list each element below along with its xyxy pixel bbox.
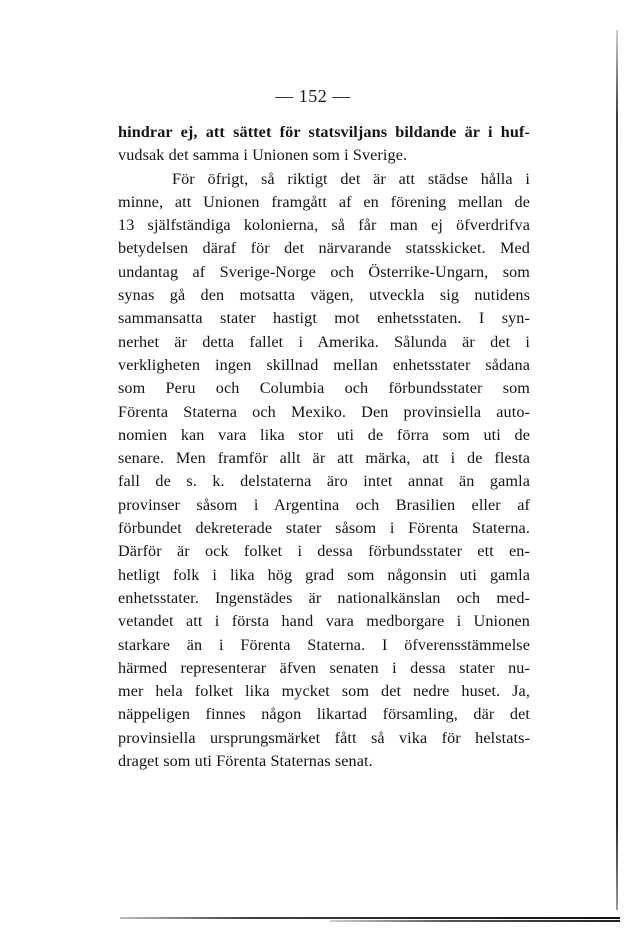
text-line: provinsiella ursprungsmärket fått så vika för helstats-	[118, 728, 530, 747]
text-line: synas gå den motsatta vägen, utveckla sig nutidens	[118, 286, 530, 305]
text-line: verkligheten ingen skillnad mellan enhetsstater sådana	[118, 355, 530, 374]
text-line: undantag af Sverige-Norge och Österrike-Ungarn, som	[118, 262, 530, 281]
text-line: draget som uti Förenta Staternas senat.	[118, 752, 373, 771]
text-line: härmed representerar äfven senaten i dessa stater nu-	[118, 658, 530, 677]
text-line: nerhet är detta fallet i Amerika. Sålunda är det i	[118, 332, 530, 351]
text-line: som Peru och Columbia och förbundsstater som	[118, 379, 530, 398]
text-line: fall de s. k. delstaterna äro intet annat än gamla	[118, 472, 530, 491]
text-line: provinser såsom i Argentina och Brasilien eller af	[118, 495, 530, 514]
text-line: senare. Men framför allt är att märka, att i de flesta	[118, 449, 530, 468]
text-line: vetandet att i första hand vara medborgare i Unionen	[118, 612, 530, 631]
text-line: enhetsstater. Ingenstädes är nationalkänslan och med-	[118, 588, 530, 607]
page-number: — 152 —	[275, 86, 351, 106]
text-line: sammansatta stater hastigt mot enhetsstaten. I syn-	[118, 309, 530, 328]
text-line: näppeligen finnes någon likartad församling, där det	[118, 705, 530, 724]
body-text	[118, 121, 530, 773]
text-line: mer hela folket lika mycket som det nedre huset. Ja,	[118, 682, 530, 701]
text-line: vudsak det samma i Unionen som i Sverige.	[118, 146, 408, 165]
text-line: För öfrigt, så riktigt det är att städse hålla i	[172, 169, 530, 188]
scan-edge-right	[616, 30, 618, 910]
text-line: hindrar ej, att sättet för statsviljans bildande är i huf-	[118, 123, 530, 141]
scan-edge-bottom-shadow	[330, 920, 620, 922]
text-line: starkare än i Förenta Staterna. I öfverensstämmelse	[118, 635, 530, 654]
text-line: minne, att Unionen framgått af en förening mellan de	[118, 192, 530, 211]
text-line: hetligt folk i lika hög grad som någonsin uti gamla	[118, 565, 530, 584]
text-line: förbundet dekreterade stater såsom i Förenta Staterna.	[118, 519, 530, 538]
text-line: 13 själfständiga kolonierna, så får man ej öfverdrifva	[118, 216, 530, 235]
text-line: betydelsen däraf för det närvarande statsskicket. Med	[118, 239, 530, 258]
text-line: Därför är ock folket i dessa förbundsstater ett en-	[118, 542, 530, 561]
scan-edge-bottom	[120, 917, 620, 919]
text-line: nomien kan vara lika stor uti de förra som uti de	[118, 425, 530, 444]
text-line: Förenta Staterna och Mexiko. Den provinsiella auto-	[118, 402, 530, 421]
